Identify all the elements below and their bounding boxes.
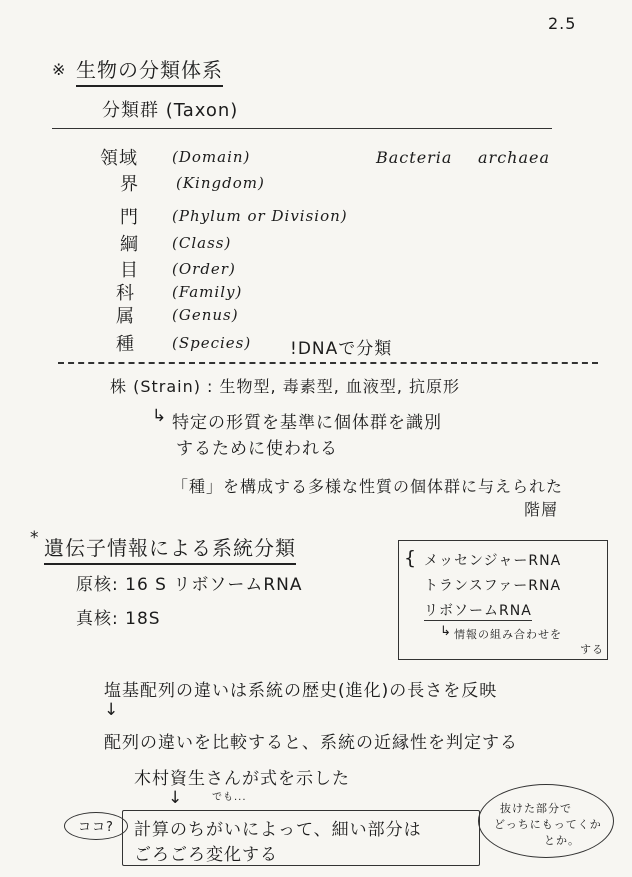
- rank-jp: 科: [116, 283, 135, 304]
- rna-note: 情報の組み合わせを: [454, 628, 562, 641]
- rank-en: (Kingdom): [176, 174, 265, 192]
- eukaryote-line: 真核: 18S: [76, 609, 161, 629]
- kimura-sub: でも...: [212, 792, 247, 803]
- rank-en: (Domain): [172, 148, 251, 166]
- domain-example: archaea: [478, 148, 550, 167]
- dashed-divider: [58, 362, 598, 364]
- page-number: 2.5: [548, 14, 577, 33]
- header-rule: [52, 128, 552, 129]
- rank-en: (Class): [172, 234, 232, 252]
- rank-en: (Family): [172, 283, 243, 301]
- section-mark: *: [30, 528, 40, 548]
- rank-en: (Genus): [172, 306, 239, 324]
- prokaryote-line: 原核: 16 S リボソームRNA: [76, 575, 303, 595]
- question-bubble-text: ココ?: [78, 820, 114, 835]
- rank-jp: 領域: [100, 148, 138, 169]
- strain-note: 特定の形質を基準に個体群を識別: [172, 413, 442, 433]
- rank-jp: 界: [120, 174, 139, 195]
- section-title: 遺伝子情報による系統分類: [44, 532, 296, 565]
- species-definition: 階層: [524, 500, 559, 519]
- kimura-line: 木村資生さんが式を示した: [134, 769, 350, 789]
- taxon-header: 分類群 (Taxon): [102, 100, 239, 121]
- species-note: !DNAで分類: [290, 339, 393, 359]
- title-mark: ※: [52, 60, 67, 79]
- brace-icon: {: [404, 547, 418, 569]
- rank-en: (Order): [172, 260, 236, 278]
- rank-en: (Species): [172, 334, 252, 352]
- rank-jp: 綱: [120, 234, 139, 255]
- domain-example: Bacteria: [376, 148, 453, 167]
- calc-box-text: 計算のちがいによって、細い部分は: [134, 820, 422, 840]
- side-comment-text: 抜けた部分で: [500, 802, 572, 815]
- rank-jp: 属: [116, 306, 135, 327]
- strain-note: するために使われる: [176, 439, 338, 459]
- rank-jp: 門: [120, 207, 139, 228]
- side-comment-text: とか。: [544, 834, 580, 847]
- hook-arrow-icon: ↳: [440, 624, 452, 639]
- rna-item: リボソームRNA: [424, 600, 532, 621]
- rank-jp: 目: [120, 260, 139, 281]
- rank-en: (Phylum or Division): [172, 207, 348, 225]
- base-sequence-line: 塩基配列の違いは系統の歴史(進化)の長さを反映: [104, 681, 498, 701]
- page-title: 生物の分類体系: [76, 54, 223, 87]
- rna-item: メッセンジャーRNA: [424, 553, 562, 569]
- rna-item: トランスファーRNA: [424, 578, 562, 594]
- rank-jp: 種: [116, 334, 135, 355]
- rna-note: する: [580, 643, 604, 656]
- down-arrow-icon: ↓: [104, 700, 120, 720]
- down-arrow-icon: ↓: [168, 788, 184, 808]
- strain-line: 株 (Strain) : 生物型, 毒素型, 血液型, 抗原形: [110, 377, 461, 396]
- hook-arrow-icon: ↳: [152, 406, 168, 426]
- compare-line: 配列の違いを比較すると、系統の近縁性を判定する: [104, 733, 518, 753]
- calc-box-text: ごろごろ変化する: [134, 845, 278, 865]
- side-comment-text: どっちにもってくか: [494, 818, 602, 831]
- species-definition: 「種」を構成する多様な性質の個体群に与えられた: [172, 477, 564, 496]
